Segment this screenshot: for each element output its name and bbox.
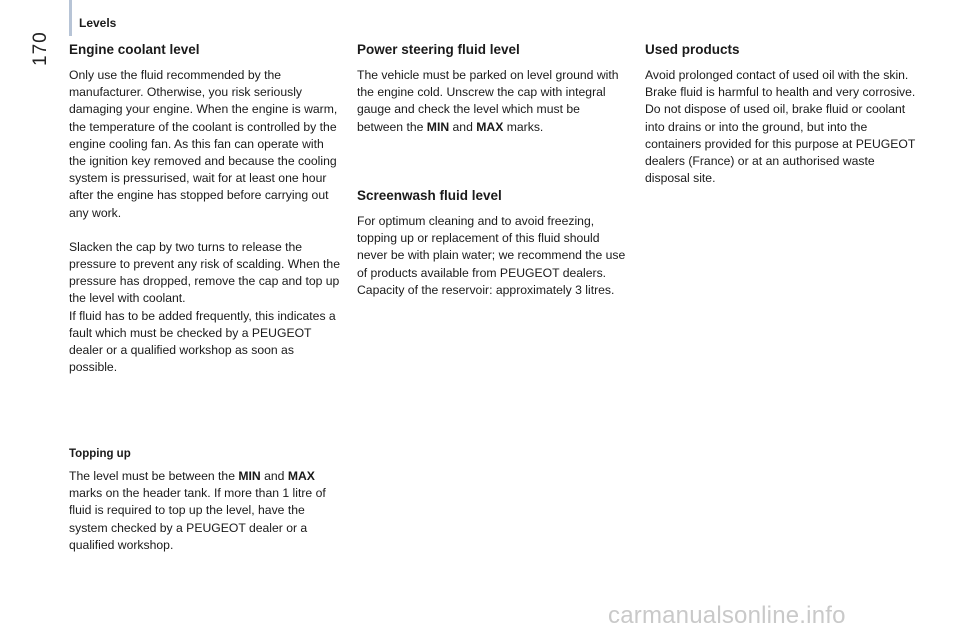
coolant-paragraph-1: Only use the fluid recommended by the manufacturer. Otherwise, you risk seriously damaging your engine. When the engine is warm, the temperature of the coolant is controlled by the engine cooling fan. As this fan can operate with the ignition key removed and because the cooling system is pressurised, wait for at least one hour after the engine has stopped before carrying out any work. [69,68,338,220]
power-steering-title: Power steering fluid level [357,42,520,57]
used-products-title: Used products [645,42,740,57]
topping-up-section [69,448,341,554]
topping-up-title: Topping up [69,448,131,460]
used-products-paragraph-2: Brake fluid is harmful to health and very corrosive. [645,85,916,100]
topping-up-paragraph [69,468,341,554]
coolant-section [69,42,341,376]
page-number: 170 [30,31,51,66]
screenwash-section [357,188,629,299]
power-steering-section [357,42,629,136]
topping-up-text-a: The level must be between the [69,469,239,483]
power-steering-paragraph [357,67,629,136]
topping-up-text-c: marks on the header tank. If more than 1 litre of fluid is required to top up the level, have the system checked by a PEUGEOT dealer or a qualified workshop. [69,486,326,552]
used-products-paragraph-1: Avoid prolonged contact of used oil with the skin. [645,68,909,82]
used-products-paragraph-3: Do not dispose of used oil, brake fluid or coolant into drains or into the ground, but into the containers provided for this purpose at PEUGEOT dealers (France) or at an authorised waste disposal site. [645,102,916,186]
screenwash-title: Screenwash fluid level [357,188,502,203]
min-mark: MIN [238,469,261,483]
used-products-section [645,42,917,187]
max-mark: MAX [476,119,504,134]
power-steering-text-c: marks. [503,119,544,134]
watermark: carmanualsonline.info [608,602,846,629]
power-steering-text-b: and [449,119,477,134]
screenwash-paragraph-1: For optimum cleaning and to avoid freezing, topping up or replacement of this fluid should never be with plain water; we recommend the use of products available from PEUGEOT dealers. [357,214,626,280]
coolant-paragraph-2: Slacken the cap by two turns to release the pressure to prevent any risk of scalding. When the pressure has dropped, remove the cap and top up the level with coolant. [69,239,340,306]
screenwash-paragraph-2: Capacity of the reservoir: approximately 3 litres. [357,282,615,297]
coolant-paragraph-3: If fluid has to be added frequently, this indicates a fault which must be checked by a PEUGEOT dealer or a qualified workshop as soon as possible. [69,308,336,375]
max-mark: MAX [287,469,315,483]
coolant-title: Engine coolant level [69,42,200,57]
section-label: Levels [79,16,117,30]
header-accent-bar [69,0,72,36]
power-steering-text-a: The vehicle must be parked on level ground with the engine cold. Unscrew the cap with integral gauge and check the level which must be between the [357,68,619,134]
topping-up-text-b: and [260,469,288,483]
min-mark: MIN [426,119,450,134]
